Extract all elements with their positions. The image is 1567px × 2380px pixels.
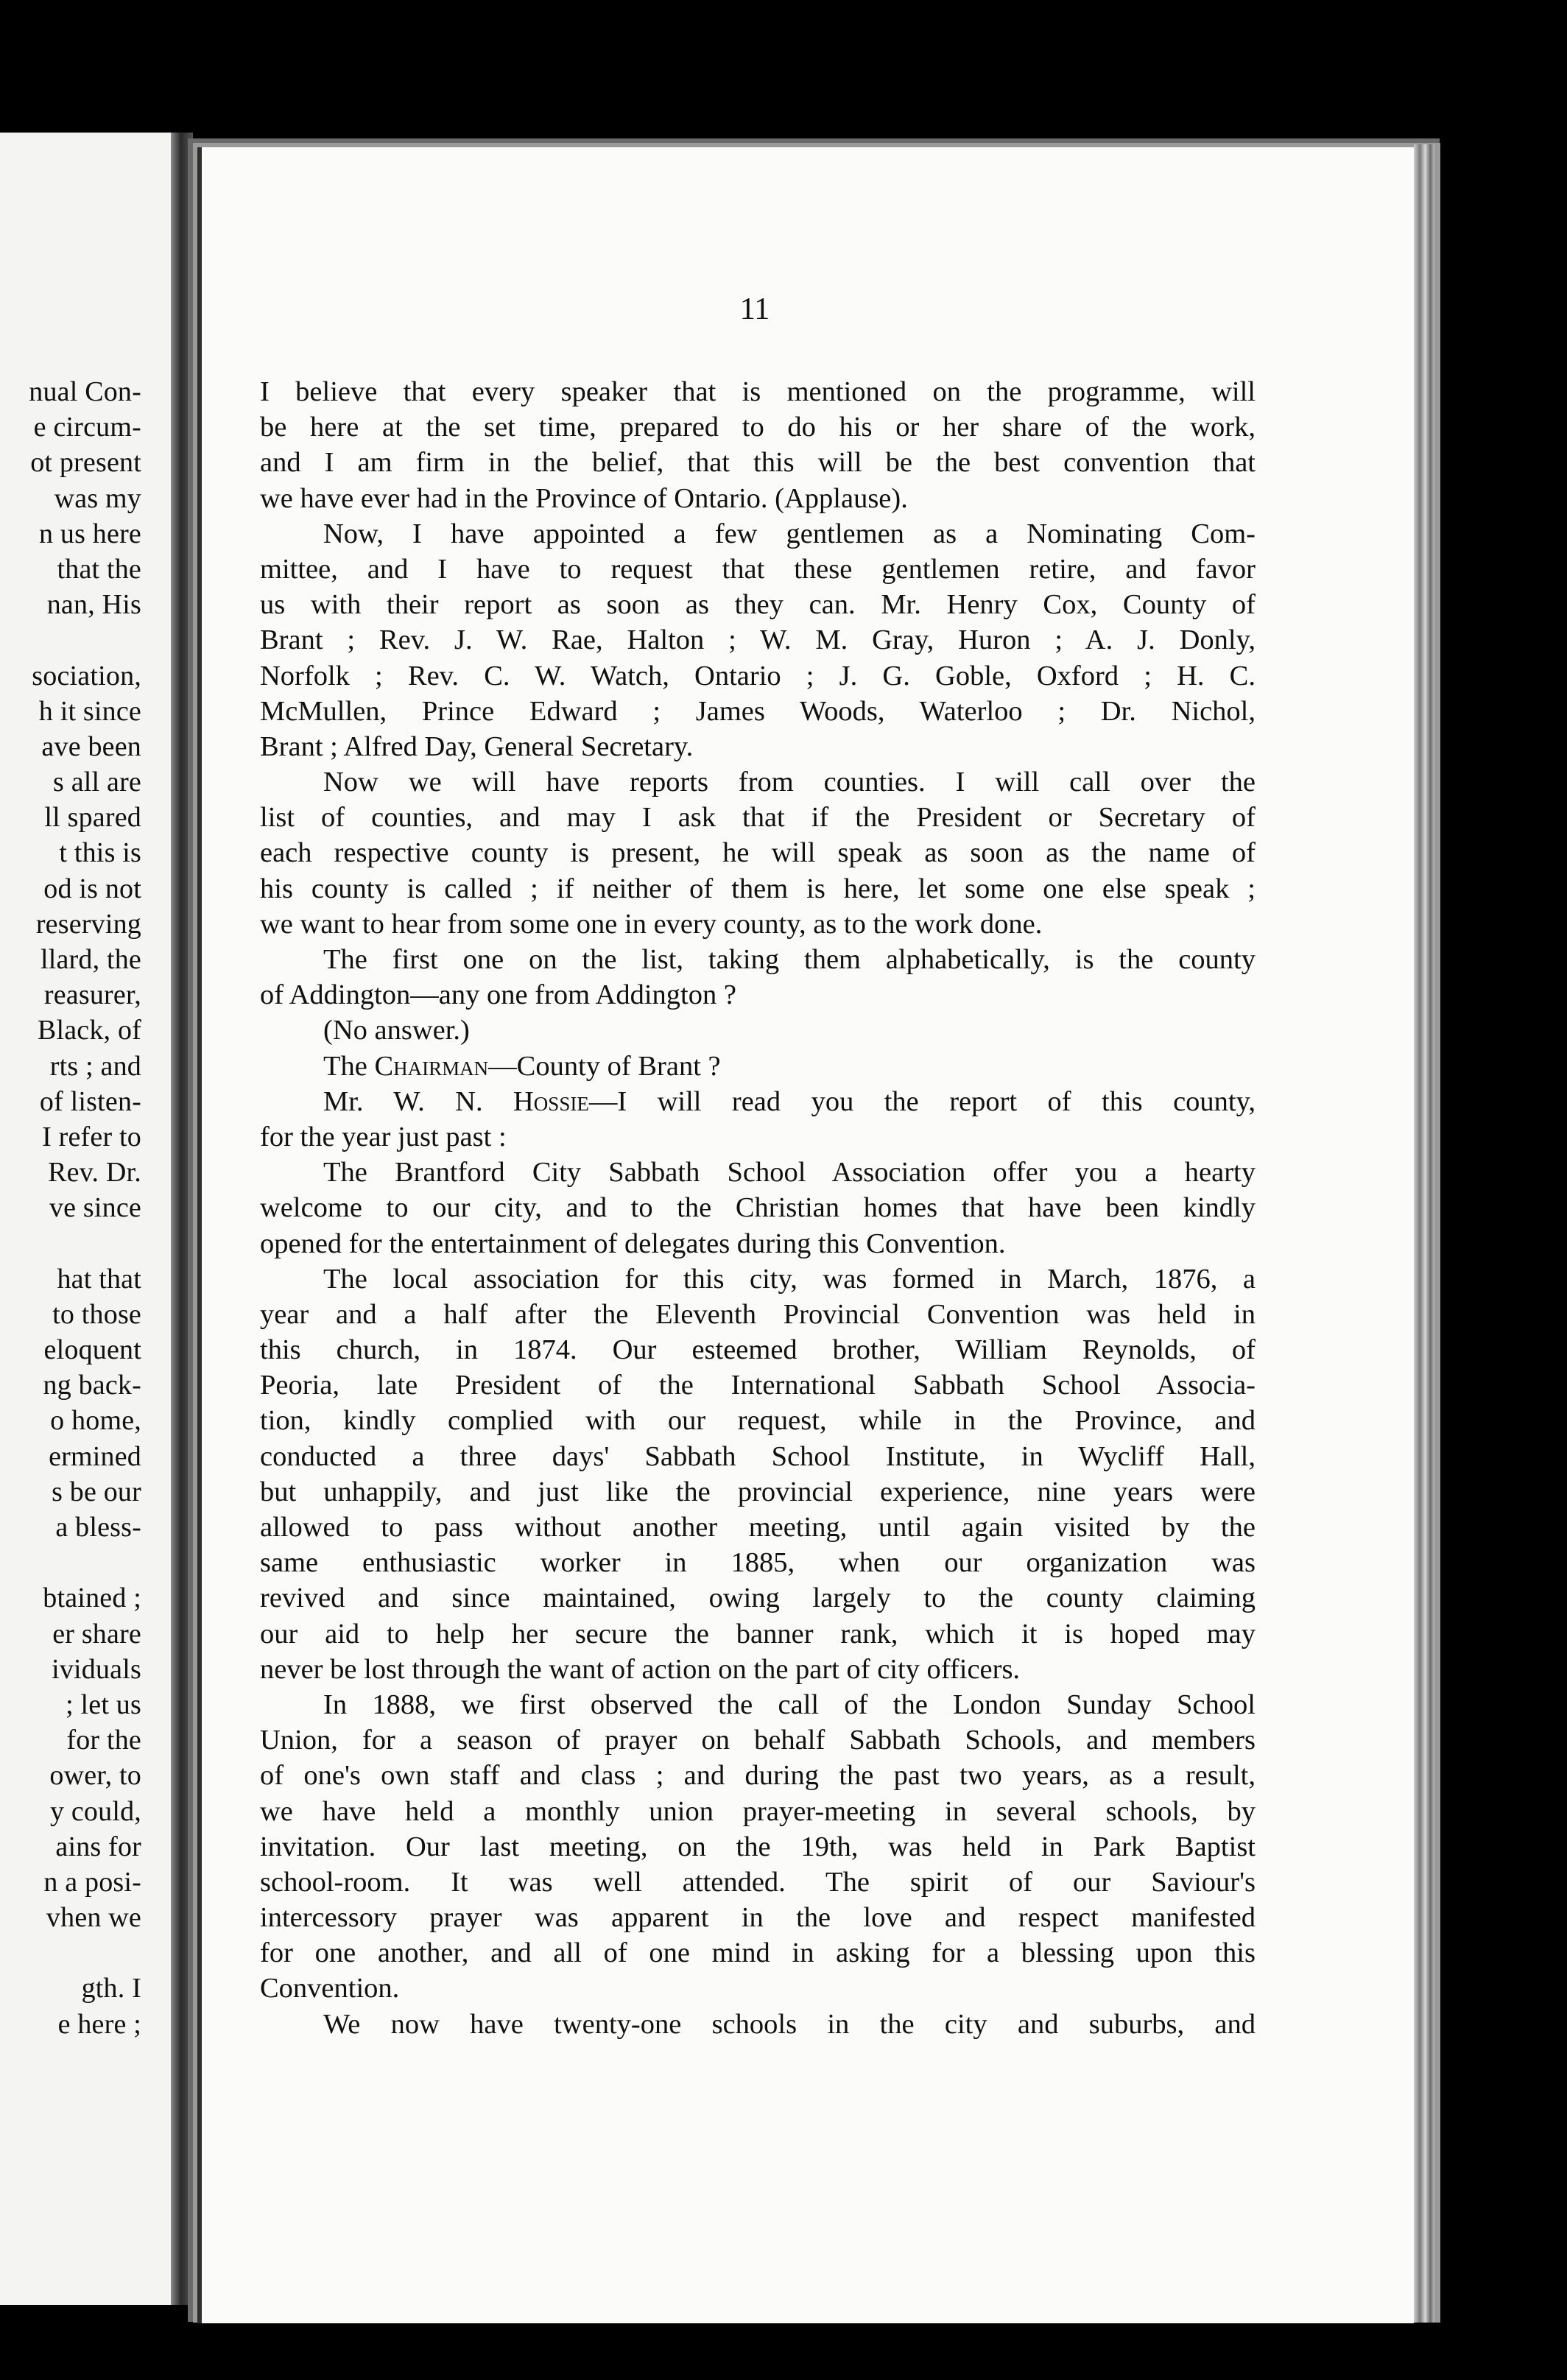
left-page-line — [0, 1935, 171, 1971]
left-page-line: ividuals — [52, 1653, 141, 1685]
left-page-line — [0, 1226, 171, 1261]
text-line: for one another, and all of one mind in asking for a blessing upon this — [260, 1937, 1256, 1969]
text-line: The local association for this city, was formed in March, 1876, a — [323, 1263, 1256, 1295]
left-page-line: btained ; — [43, 1582, 141, 1614]
text-line: Brant ; Rev. J. W. Rae, Halton ; W. M. Gray, Huron ; A. J. Donly, — [260, 624, 1256, 656]
text-line: Convention. — [260, 1973, 400, 2004]
text-line: each respective county is present, he will speak as soon as the name of — [260, 837, 1256, 869]
left-page-line: nan, His — [46, 589, 141, 621]
left-page-line: y could, — [49, 1795, 141, 1827]
text-line: Brant ; Alfred Day, General Secretary. — [260, 730, 694, 762]
left-page-line: gth. I — [81, 1973, 141, 2004]
left-page-line: to those — [52, 1298, 141, 1330]
text-line: Union, for a season of prayer on behalf Sabbath Schools, and members — [260, 1725, 1256, 1756]
text-line: us with their report as soon as they can. Mr. Henry Cox, County of — [260, 589, 1256, 621]
page-number: 11 — [739, 292, 770, 326]
left-page-line: ; let us — [66, 1689, 141, 1720]
left-page-line: n a posi- — [43, 1866, 141, 1898]
text-line: McMullen, Prince Edward ; James Woods, Waterloo ; Dr. Nichol, — [260, 695, 1256, 727]
left-page-line: ot present — [30, 447, 141, 479]
left-page-line: reserving — [35, 908, 141, 940]
text-line: never be lost through the want of action on the part of city officers. — [260, 1653, 1021, 1685]
text-line: be here at the set time, prepared to do his or her share of the work, — [260, 412, 1256, 443]
left-page-line: a bless- — [55, 1512, 141, 1543]
left-page-line: n us here — [39, 518, 141, 549]
text-line: his county is called ; if neither of them is here, let some one else speak ; — [260, 873, 1256, 904]
left-page-line: ermined — [49, 1440, 141, 1472]
text-line: allowed to pass without another meeting, until again visited by the — [260, 1512, 1256, 1543]
left-page-line: I refer to — [42, 1121, 141, 1152]
left-page-line: ll spared — [44, 802, 141, 834]
text-line: welcome to our city, and to the Christian homes that have been kindly — [260, 1192, 1256, 1224]
text-line: Peoria, late President of the International Sabbath School Associa- — [260, 1370, 1256, 1401]
left-page-line: hat that — [57, 1263, 141, 1295]
text-line: Norfolk ; Rev. C. W. Watch, Ontario ; J. G. Goble, Oxford ; H. C. — [260, 660, 1256, 691]
text-line: invitation. Our last meeting, on the 19th, was held in Park Baptist — [260, 1831, 1256, 1862]
text-line: and I am firm in the belief, that this will be the best convention that — [260, 447, 1256, 479]
text-line: Mr. W. N. Hossie—I will read you the report of this county, — [323, 1085, 1256, 1117]
text-line: conducted a three days' Sabbath School Institute, in Wycliff Hall, — [260, 1440, 1256, 1472]
left-page-line: reasurer, — [43, 979, 141, 1011]
text-line: I believe that every speaker that is mentioned on the programme, will — [260, 376, 1256, 407]
left-page-line: o home, — [50, 1405, 141, 1437]
text-line: for the year just past : — [260, 1121, 507, 1152]
text-line: In 1888, we first observed the call of the London Sunday School — [323, 1689, 1256, 1720]
left-page-line: e circum- — [33, 412, 141, 443]
text-line: The Chairman—County of Brant ? — [323, 1050, 721, 1082]
left-page-fragment — [0, 133, 177, 2305]
left-page-line: s be our — [52, 1476, 141, 1507]
text-line: intercessory prayer was apparent in the love and respect manifested — [260, 1902, 1256, 1934]
text-line: The first one on the list, taking them alphabetically, is the county — [323, 944, 1256, 975]
left-page-line: s all are — [53, 767, 141, 798]
text-line: mittee, and I have to request that these gentlemen retire, and favor — [260, 553, 1256, 585]
left-page-line — [0, 1545, 171, 1580]
text-line: We now have twenty-one schools in the city and suburbs, and — [323, 2008, 1256, 2040]
left-page-line: e here ; — [57, 2008, 141, 2040]
text-line: year and a half after the Eleventh Provincial Convention was held in — [260, 1298, 1256, 1330]
text-line: this church, in 1874. Our esteemed brother, William Reynolds, of — [260, 1334, 1256, 1366]
left-page-line: Rev. Dr. — [48, 1157, 141, 1189]
text-line: Now we will have reports from counties. I will call over the — [323, 767, 1256, 798]
page-edge — [1414, 144, 1434, 2323]
text-line: list of counties, and may I ask that if the President or Secretary of — [260, 802, 1256, 834]
left-page-line: od is not — [43, 873, 141, 904]
text-line: our aid to help her secure the banner rank, which it is hoped may — [260, 1618, 1256, 1650]
text-line: but unhappily, and just like the provincial experience, nine years were — [260, 1476, 1256, 1507]
text-line: Now, I have appointed a few gentlemen as a Nominating Com- — [323, 518, 1256, 549]
left-page-text — [0, 374, 171, 2042]
left-page-line: er share — [52, 1618, 141, 1650]
text-line: (No answer.) — [323, 1015, 470, 1046]
body-text — [260, 374, 1256, 2042]
left-page-line — [0, 622, 171, 658]
left-page-line: ower, to — [49, 1760, 141, 1792]
text-line: we have ever had in the Province of Ontario. (Applause). — [260, 482, 908, 514]
left-page-line: sociation, — [32, 660, 141, 691]
left-page-line: t this is — [59, 837, 141, 869]
left-page-line: rts ; and — [49, 1050, 141, 1082]
text-line: school-room. It was well attended. The spirit of our Saviour's — [260, 1866, 1256, 1898]
text-line: of one's own staff and class ; and during the past two years, as a result, — [260, 1760, 1256, 1792]
left-page-line: was my — [54, 482, 141, 514]
text-line: opened for the entertainment of delegates during this Convention. — [260, 1228, 1006, 1259]
text-line: The Brantford City Sabbath School Association offer you a hearty — [323, 1157, 1256, 1189]
left-page-line: of listen- — [39, 1085, 141, 1117]
left-page-line: ave been — [41, 730, 141, 762]
left-page-line: nual Con- — [29, 376, 141, 407]
left-page-line: h it since — [38, 695, 141, 727]
text-line: revived and since maintained, owing largely to the county claiming — [260, 1582, 1256, 1614]
text-line: we have held a monthly union prayer-meeting in several schools, by — [260, 1795, 1256, 1827]
left-page-line: ains for — [55, 1831, 141, 1862]
text-line: of Addington—any one from Addington ? — [260, 979, 736, 1011]
text-line: tion, kindly complied with our request, while in the Province, and — [260, 1405, 1256, 1437]
text-line: same enthusiastic worker in 1885, when our organization was — [260, 1547, 1256, 1579]
left-page-line: Black, of — [37, 1015, 141, 1046]
left-page-line: that the — [57, 553, 141, 585]
left-page-line: eloquent — [43, 1334, 141, 1366]
left-page-line: llard, the — [40, 944, 141, 975]
left-page-line: vhen we — [46, 1902, 141, 1934]
left-page-line: ve since — [49, 1192, 141, 1224]
left-page-line: for the — [66, 1725, 141, 1756]
left-page-line: ng back- — [43, 1370, 141, 1401]
text-line: we want to hear from some one in every county, as to the work done. — [260, 908, 1043, 940]
